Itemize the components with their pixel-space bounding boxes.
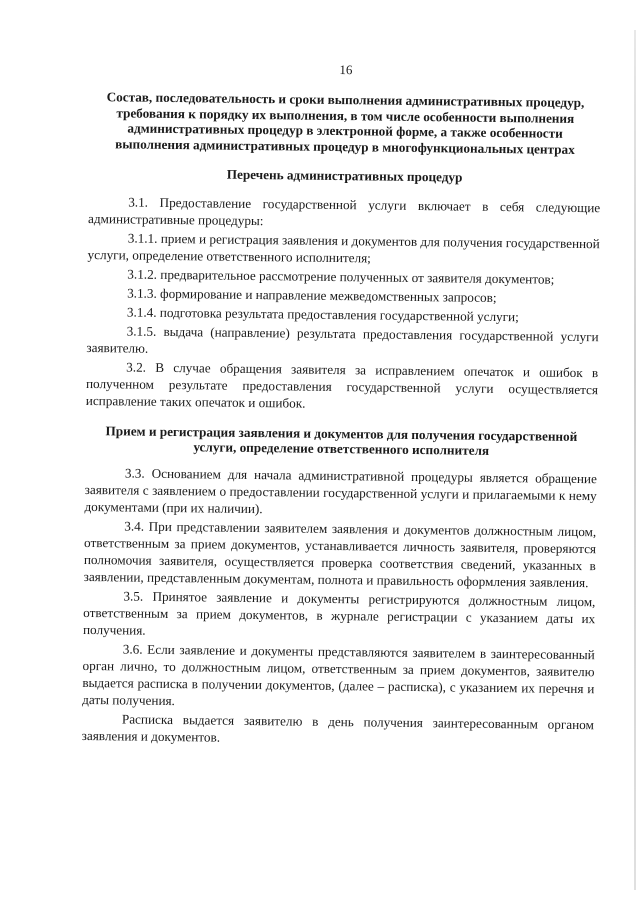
scan-edge-shadow [634,30,636,890]
paragraph-3-4: 3.4. При представлении заявителем заявления и документов должностным лицом, ответственным за прием документов, устанавливается личность заявителя, проверяются полномочия заявителя, осуществляется проверка соответствия сведений, указанных в заявлении, представленным документам, полнота и правильность оформления заявления. [83,517,597,590]
paragraph-3-1-4: 3.1.4. подготовка результата предоставления государственной услуги; [126,303,519,324]
paragraph-3-1: 3.1. Предоставление государственной услуги включает в себя следующие административные процедуры: [87,193,601,228]
paragraph-3-1-5: 3.1.5. выдача (направление) результата предоставления государственной услуги заявителю. [86,322,599,356]
paragraph-3-1-3: 3.1.3. формирование и направление межведомственных запросов; [127,284,497,305]
paragraph-3-1-2: 3.1.2. предварительное рассмотрение полученных от заявителя документов; [127,265,555,287]
paragraph-3-2: 3.2. В случае обращения заявителя за исправлением опечаток и ошибок в полученном результате предоставления государственной услуги осуществляется исправление таких опечаток и ошибок. [85,358,599,411]
page-number: 16 [339,62,353,78]
paragraph-3-5: 3.5. Принятое заявление и документы регистрируются должностным лицом, ответственным за прием документов, в журнале регистрации с указанием даты их получения. [82,587,596,638]
paragraph-receipt: Расписка выдается заявителю в день получения заинтересованным органом заявления и документов. [81,710,594,745]
main-heading: Состав, последовательность и сроки выполнения административных процедур, требования к порядку их выполнения, в том числе особенности выполнения административных процедур в электронной форме, а также особенности выполнения административных процедур в многофункциональных центрах [106,89,585,157]
section-heading-reception-registration: Прием и регистрация заявления и документов для получения государственной услуги, определение ответственного исполнителя [105,422,578,458]
paragraph-3-1-1: 3.1.1. прием и регистрация заявления и документов для получения государственной услуги, определение ответственного исполнителя; [87,229,600,265]
document-content [82,58,602,752]
paragraph-3-6: 3.6. Если заявление и документы представляются заявителем в заинтересованный орган лично, то должностным лицом, ответственным за прием документов, заявителю выдается расписка в получении документов, (далее – расписка), с указанием их перечня и даты получения. [82,640,595,708]
section-heading-procedures-list: Перечень административных процедур [226,166,463,185]
paragraph-3-3: 3.3. Основанием для начала административной процедуры является обращение заявителя с заявлением о предоставлении государственной услуги и прилагаемыми к нему документами (при их наличии). [84,464,597,516]
